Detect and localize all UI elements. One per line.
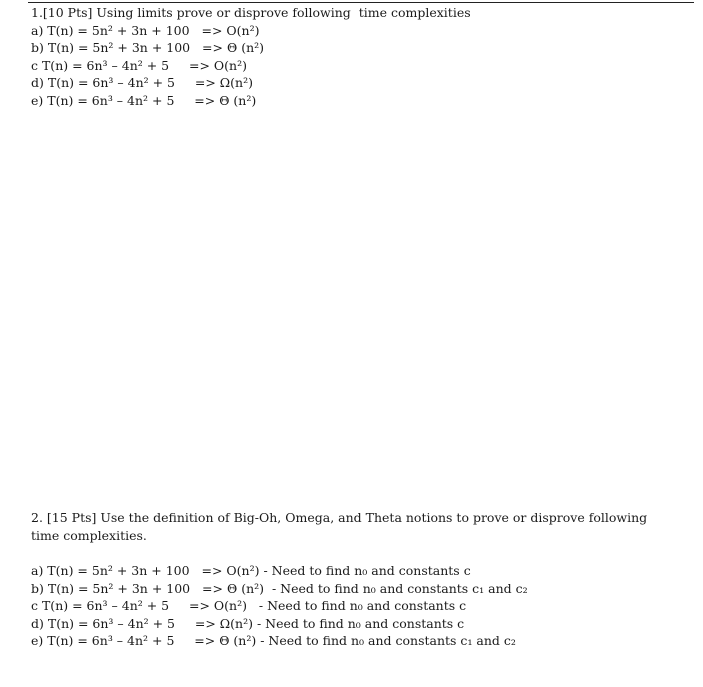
problem-1: [31, 4, 671, 109]
problem-2: [31, 509, 671, 650]
problem-1-item-a: a) T(n) = 5n² + 3n + 100 => O(n²): [31, 22, 260, 38]
problem-2-heading: 2. [15 Pts] Use the definition of Big-Oh, Omega, and Theta notions to prove or disprove following time complexities.: [31, 510, 648, 543]
problem-1-item-c: c T(n) = 6n³ – 4n² + 5 => O(n²): [31, 57, 247, 73]
problem-1-item-b: b) T(n) = 5n² + 3n + 100 => Θ (n²): [31, 40, 265, 55]
problem-2-item-b: b) T(n) = 5n² + 3n + 100 => Θ (n²) - Need to find n₀ and constants c₁ and c₂: [31, 580, 528, 596]
problem-2-item-c: c T(n) = 6n³ – 4n² + 5 => O(n²) - Need to find n₀ and constants c: [31, 598, 467, 613]
problem-1-item-d: d) T(n) = 6n³ – 4n² + 5 => Ω(n²): [31, 75, 253, 90]
problem-2-item-a: a) T(n) = 5n² + 3n + 100 => O(n²) - Need to find n₀ and constants c: [31, 563, 471, 578]
top-divider: [28, 2, 694, 3]
problem-1-heading: 1.[10 Pts] Using limits prove or disprove following time complexities: [31, 5, 471, 20]
problem-2-item-e: e) T(n) = 6n³ – 4n² + 5 => Θ (n²) - Need to find n₀ and constants c₁ and c₂: [31, 633, 516, 648]
problem-2-item-d: d) T(n) = 6n³ – 4n² + 5 => Ω(n²) - Need to find n₀ and constants c: [31, 615, 465, 631]
problem-1-item-e: e) T(n) = 6n³ – 4n² + 5 => Θ (n²): [31, 92, 257, 108]
